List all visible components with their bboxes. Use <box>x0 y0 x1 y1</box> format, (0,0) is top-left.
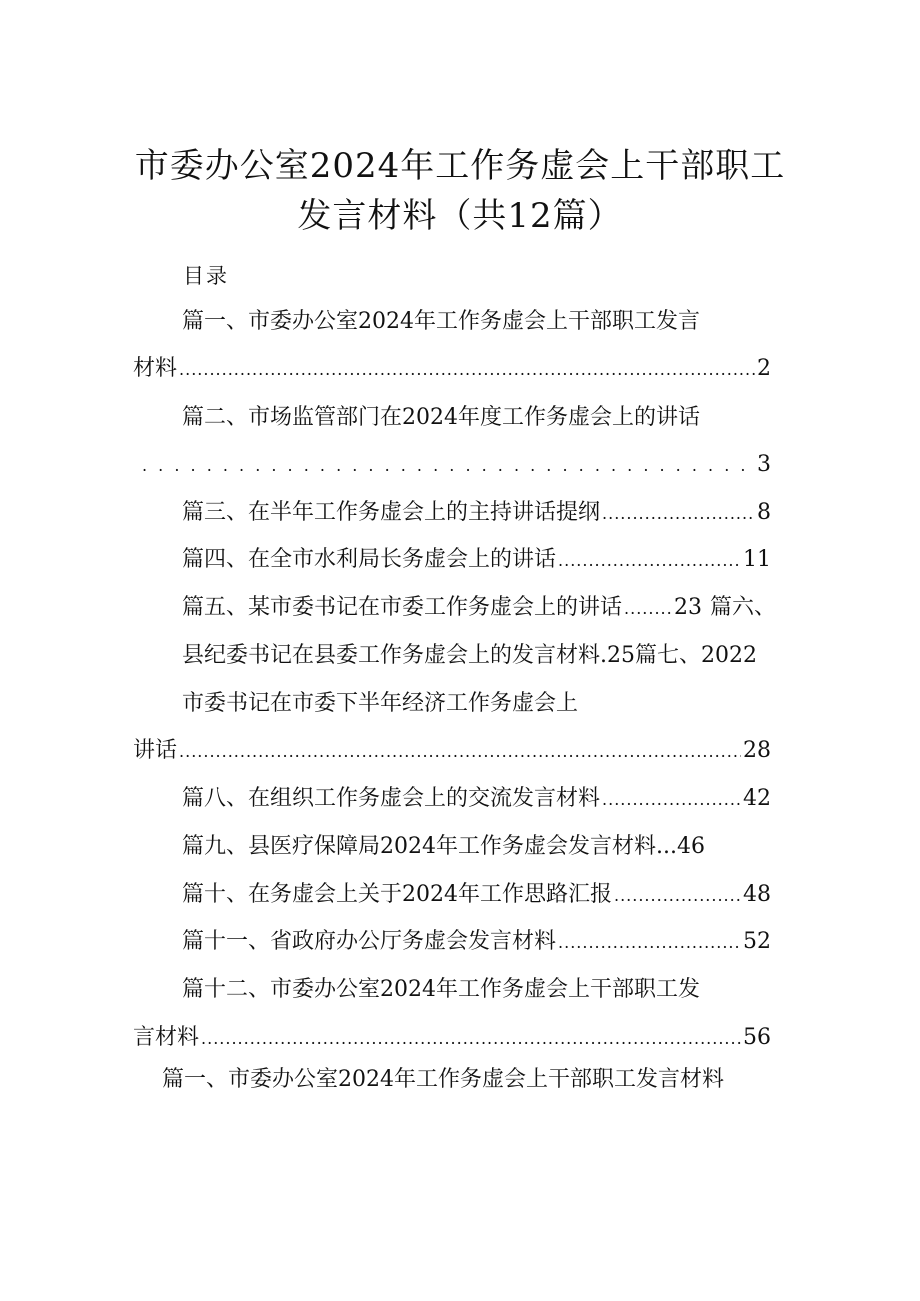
toc-entry-12-page: 56 <box>743 1025 771 1050</box>
dot-leader <box>201 1029 741 1048</box>
dot-leader <box>558 551 741 570</box>
toc-entry-12-line-1[interactable]: 篇十二、市委办公室2024年工作务虚会上干部职工发 <box>182 977 700 1002</box>
toc-entry-2-page: 3 <box>757 452 771 477</box>
toc-entry-7-line-2[interactable]: 市委书记在市委下半年经济工作务虚会上 <box>182 691 579 716</box>
dot-leader <box>558 933 741 952</box>
toc-entry-11[interactable] <box>182 929 771 955</box>
toc-entry-8[interactable] <box>182 786 771 812</box>
toc-entry-8-text: 篇八、在组织工作务虚会上的交流发言材料 <box>182 786 601 811</box>
toc-entry-3[interactable] <box>182 500 771 526</box>
toc-entry-6-7-wrapped-line[interactable]: 县纪委书记在县委工作务虚会上的发言材料.25篇七、2022 <box>182 643 757 668</box>
toc-entry-5-text: 篇五、某市委书记在市委工作务虚会上的讲话 <box>182 595 623 620</box>
toc-entry-9-dots: ... <box>656 834 677 859</box>
dot-leader <box>142 456 755 475</box>
toc-entry-10[interactable] <box>182 882 771 908</box>
toc-entry-1-line-1[interactable]: 篇一、市委办公室2024年工作务虚会上干部职工发言 <box>182 309 700 334</box>
toc-entry-7-line-3[interactable] <box>133 738 771 764</box>
document-title-line-2: 发言材料（共12篇） <box>297 196 623 236</box>
toc-entry-4-page: 11 <box>743 547 771 572</box>
toc-entry-2-line-1[interactable]: 篇二、市场监管部门在2024年度工作务虚会上的讲话 <box>182 405 700 430</box>
toc-entry-6-start: 篇六、 <box>710 595 777 620</box>
toc-entry-11-text: 篇十一、省政府办公厅务虚会发言材料 <box>182 929 557 954</box>
toc-entry-12-text: 言材料 <box>133 1025 200 1050</box>
toc-entry-1-line-2[interactable] <box>133 356 771 382</box>
dot-leader <box>602 504 755 523</box>
toc-entry-9[interactable] <box>182 834 705 860</box>
dot-leader <box>614 886 741 905</box>
toc-entry-1-text: 材料 <box>133 356 178 381</box>
toc-entry-10-page: 48 <box>743 882 771 907</box>
dot-leader <box>624 599 672 618</box>
toc-entry-9-text: 篇九、县医疗保障局2024年工作务虚会发言材料 <box>182 834 656 859</box>
toc-entry-8-page: 42 <box>743 786 771 811</box>
toc-entry-11-page: 52 <box>743 929 771 954</box>
toc-entry-7-text: 讲话 <box>133 738 178 763</box>
section-heading: 篇一、市委办公室2024年工作务虚会上干部职工发言材料 <box>162 1067 724 1092</box>
toc-entry-12-line-2[interactable] <box>133 1025 771 1051</box>
toc-entry-4-text: 篇四、在全市水利局长务虚会上的讲话 <box>182 547 557 572</box>
dot-leader <box>602 790 741 809</box>
toc-entry-5-page: 23 <box>674 595 703 620</box>
toc-entry-10-text: 篇十、在务虚会上关于2024年工作思路汇报 <box>182 882 612 907</box>
document-title-line-1: 市委办公室2024年工作务虚会上干部职工 <box>134 146 786 186</box>
toc-entry-4[interactable] <box>182 547 771 573</box>
toc-entry-3-text: 篇三、在半年工作务虚会上的主持讲话提纲 <box>182 500 601 525</box>
toc-entry-3-page: 8 <box>757 500 771 525</box>
dot-leader <box>179 742 741 761</box>
toc-entry-9-page: 46 <box>676 834 705 859</box>
toc-entry-1-page: 2 <box>757 356 771 381</box>
toc-entry-7-page: 28 <box>743 738 771 763</box>
toc-entry-2-line-2[interactable] <box>140 452 771 478</box>
toc-entry-5[interactable] <box>182 595 796 621</box>
toc-label: 目录 <box>183 264 229 288</box>
dot-leader <box>179 360 755 379</box>
